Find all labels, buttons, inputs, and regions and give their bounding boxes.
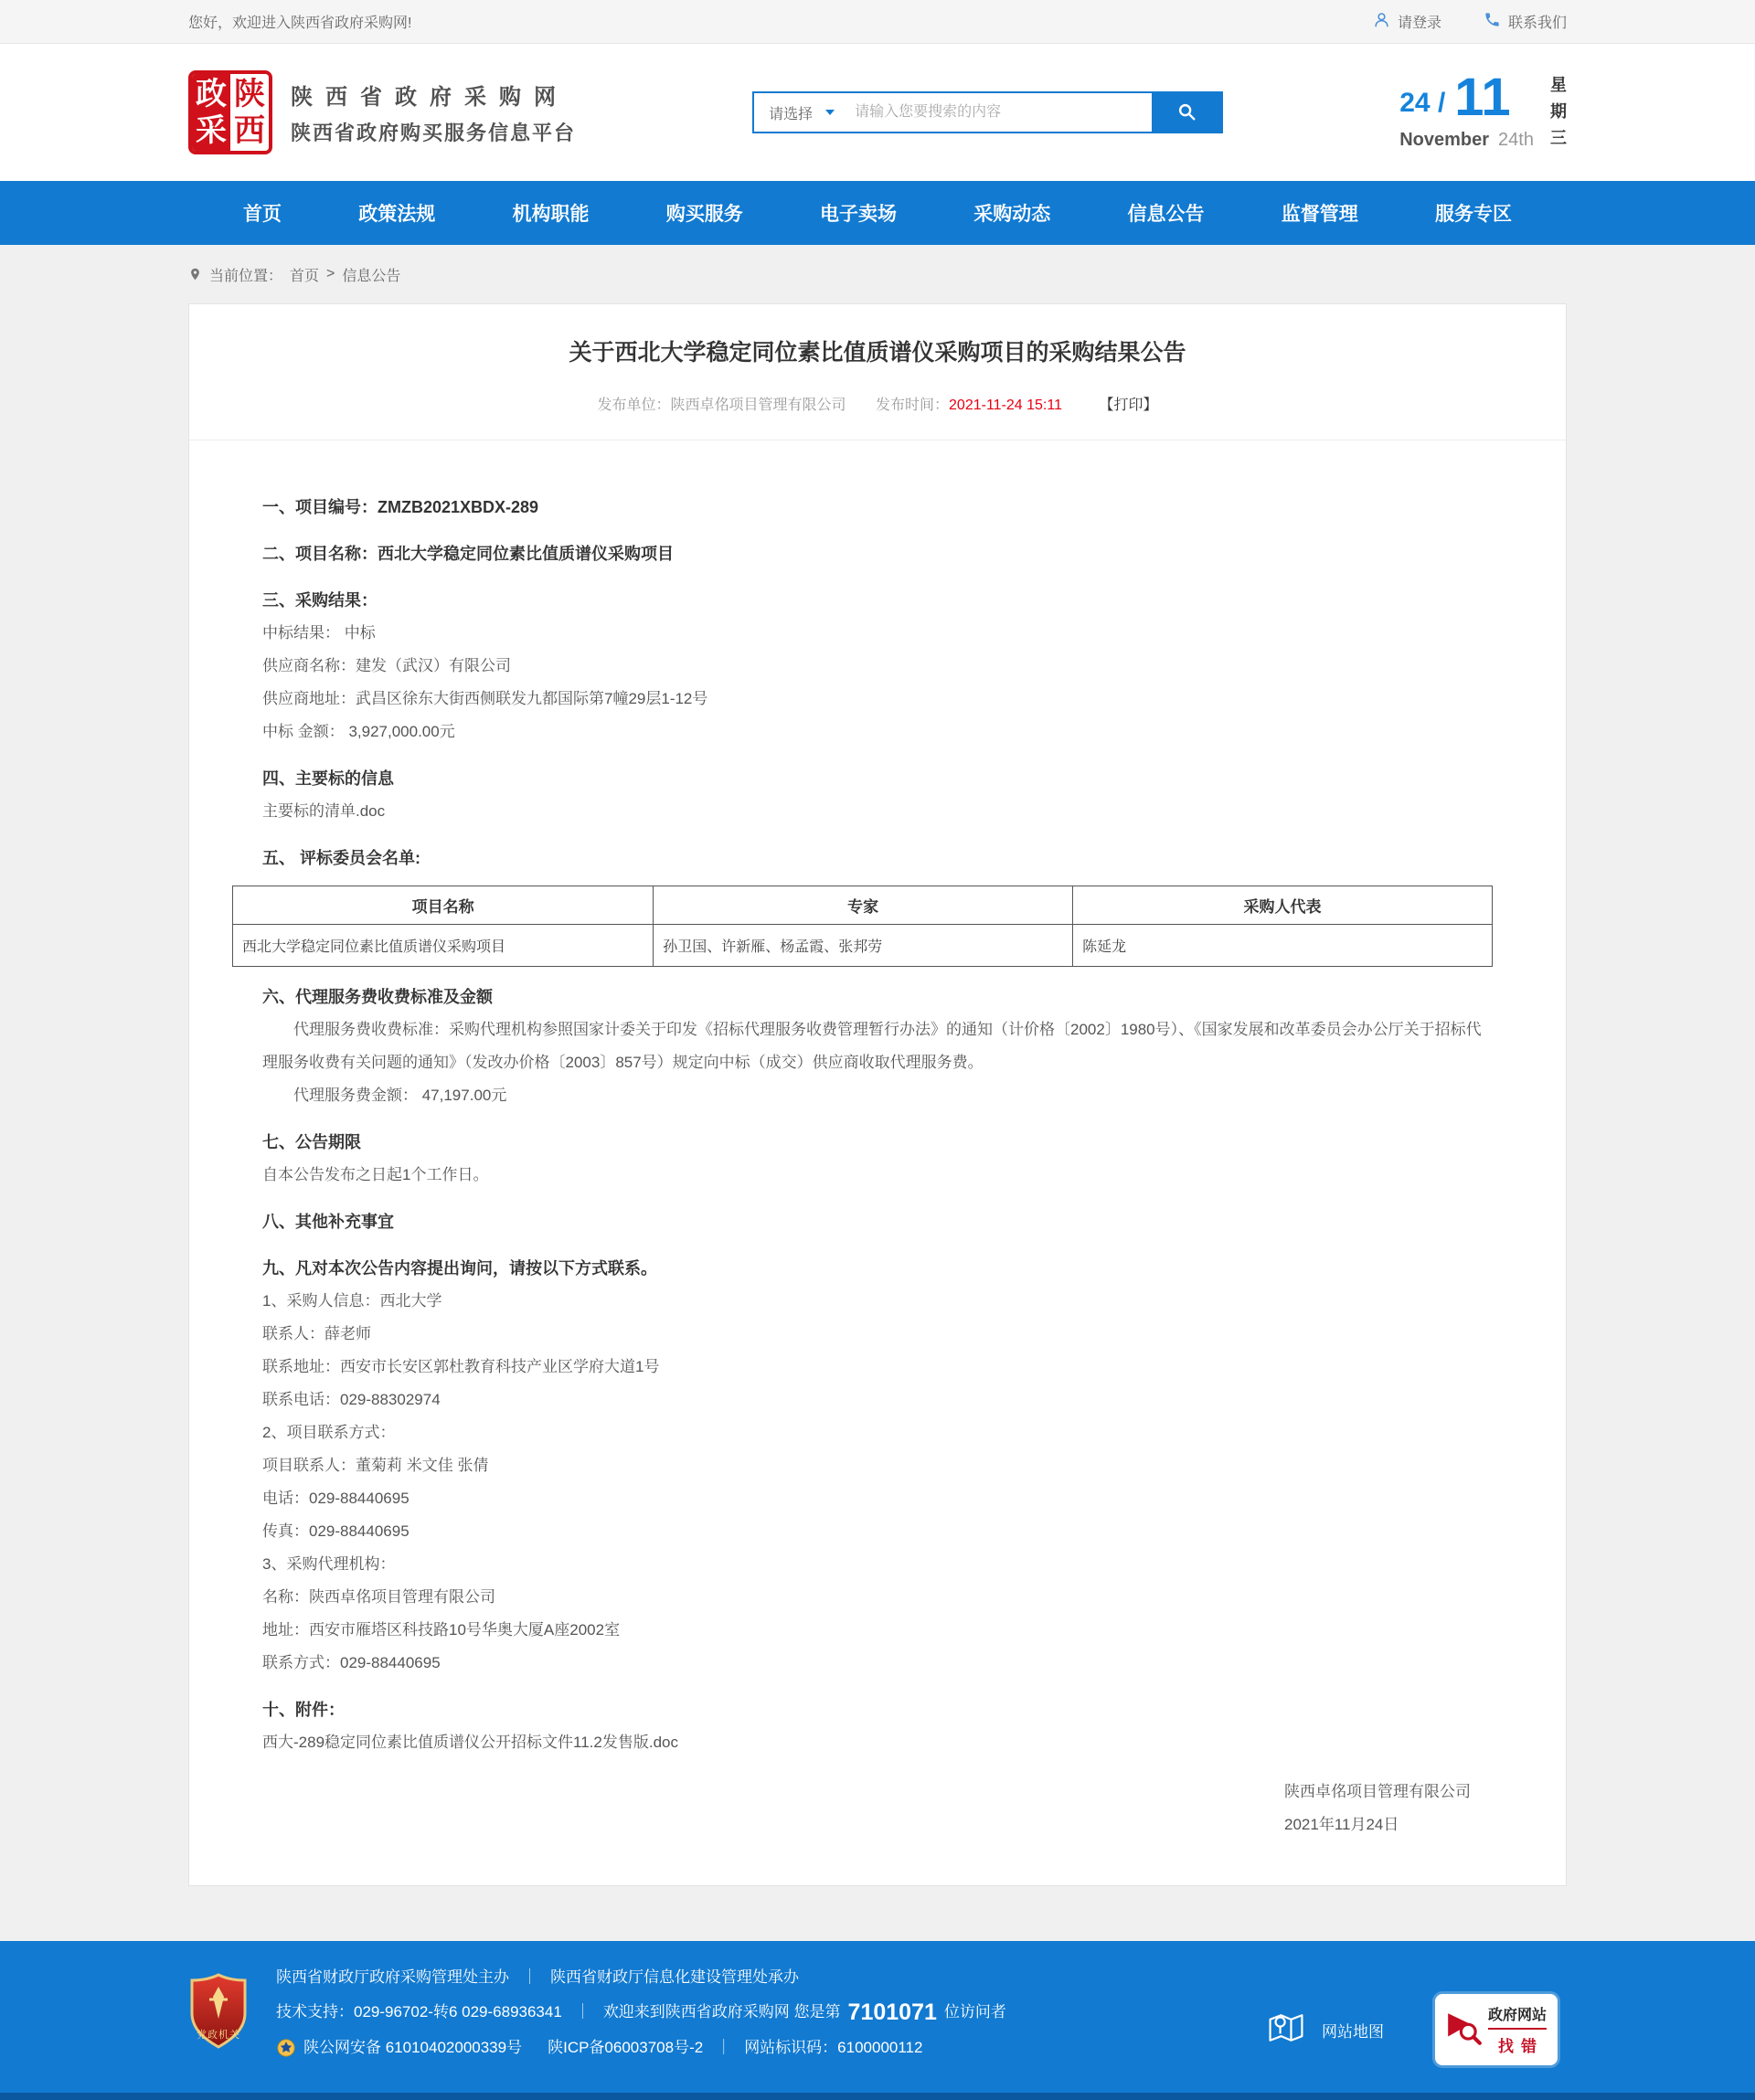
date-ordinal: 24th (1498, 129, 1534, 150)
committee-table (232, 886, 1493, 967)
party-government-badge-icon (188, 1972, 249, 2055)
section-committee-heading: 五、 评标委员会名单: (262, 849, 420, 867)
col-project-name: 项目名称 (233, 886, 654, 925)
publisher-name: 陕西卓佲项目管理有限公司 (670, 398, 846, 413)
seal-char: 陕 (234, 77, 265, 111)
cell-project-name: 西北大学稳定同位素比值质谱仪采购项目 (233, 925, 654, 967)
header (0, 44, 1755, 181)
police-badge-icon (276, 2038, 296, 2058)
nav-item-purchase-service[interactable]: 购买服务 (665, 204, 743, 225)
cell-experts: 孙卫国、许新雁、杨孟霞、张邦劳 (654, 925, 1073, 967)
publish-time: 2021-11-24 15:11 (949, 398, 1062, 413)
announcement-period-text: 自本公告发布之日起1个工作日。 (262, 1166, 489, 1183)
sitemap-link[interactable] (1263, 2008, 1384, 2052)
result-line: 供应商地址：武昌区徐东大街西侧联发九都国际第7幢29层1-12号 (262, 690, 708, 707)
contact-line: 电话：029-88440695 (262, 1490, 410, 1507)
phone-icon (1484, 11, 1501, 33)
page-title: 关于西北大学稳定同位素比值质谱仪采购项目的采购结果公告 (569, 340, 1186, 366)
breadcrumb-separator: > (326, 266, 335, 281)
footer-bottom-strip (0, 2093, 1755, 2100)
nav-item-emall[interactable]: 电子卖场 (820, 204, 897, 225)
search-icon (1176, 101, 1197, 124)
contact-line: 联系地址：西安市长安区郭杜教育科技产业区学府大道1号 (262, 1358, 660, 1375)
footer-line-support: 技术支持：029-96702-转6 029-68936341 ｜ 欢迎来到陕西省政府采购网 您是第 7101071 位访问者 (276, 1999, 1006, 2025)
col-purchaser-rep: 采购人代表 (1073, 886, 1493, 925)
publish-info (262, 393, 1493, 414)
section-agency-fee-heading: 六、代理服务费收费标准及金额 (262, 988, 493, 1006)
contact-line: 3、采购代理机构： (262, 1555, 396, 1573)
login-link[interactable] (1373, 11, 1441, 33)
contact-label: 联系我们 (1507, 16, 1567, 31)
seal-char: 政 (196, 77, 227, 111)
section-project-name: 二、项目名称：西北大学稳定同位素比值质谱仪采购项目 (262, 545, 674, 563)
contact-line: 2、项目联系方式： (262, 1424, 396, 1441)
print-button[interactable]: 【打印】 (1099, 398, 1158, 413)
section-project-number: 一、项目编号：ZMZB2021XBDX-289 (262, 498, 539, 516)
seal-char: 西 (234, 113, 265, 148)
contact-line: 联系方式：029-88440695 (262, 1654, 441, 1671)
topbar (0, 0, 1755, 44)
table-row (233, 925, 1493, 967)
date-day: 24 / (1399, 87, 1446, 118)
contact-line: 项目联系人：董菊莉 米文佳 张倩 (262, 1457, 489, 1474)
result-line: 供应商名称：建发（武汉）有限公司 (262, 657, 511, 674)
signature-company: 陕西卓佲项目管理有限公司 (1284, 1783, 1471, 1800)
sitemap-icon (1263, 2008, 1309, 2052)
col-experts: 专家 (654, 886, 1073, 925)
section-subject-info: 四、主要标的信息 (262, 769, 394, 788)
nav-item-policy[interactable]: 政策法规 (358, 204, 436, 225)
icp-record[interactable]: 陕ICP备06003708号-2 (548, 2039, 704, 2056)
public-security-record[interactable]: 陕公网安备 61010402000339号 (303, 2039, 523, 2056)
contact-link[interactable] (1484, 11, 1567, 33)
seal-char: 采 (196, 113, 227, 148)
nav-item-service-zone[interactable]: 服务专区 (1435, 204, 1512, 225)
section-contact-heading: 九、凡对本次公告内容提出询问，请按以下方式联系。 (262, 1259, 657, 1278)
section-result-heading: 三、采购结果： (262, 591, 378, 610)
breadcrumb (0, 245, 1755, 303)
announcement-card (188, 303, 1567, 1886)
nav-item-functions[interactable]: 机构职能 (512, 204, 590, 225)
agency-fee-standard: 代理服务费收费标准：采购代理机构参照国家计委关于印发《招标代理服务收费管理暂行办法》的通知（计价格〔2002〕1980号）、《国家发展和改革委员会办公厅关于招标代理服务收费有关问题的通知》（发改办价格〔2003〕857号）规定向中标（成交）供应商收取代理服务费。 (262, 1021, 1482, 1071)
section-announcement-period: 七、公告期限 (262, 1133, 361, 1151)
sitemap-label: 网站地图 (1322, 2022, 1384, 2041)
nav-item-home[interactable]: 首页 (243, 204, 282, 225)
svg-text:党政机关: 党政机关 (197, 2030, 240, 2041)
nav-item-supervision[interactable]: 监督管理 (1281, 204, 1358, 225)
welcome-text: 您好，欢迎进入陕西省政府采购网! (188, 16, 412, 31)
site-identification-code: 网站标识码：6100000112 (744, 2039, 923, 2056)
contact-line: 联系人：薛老师 (262, 1325, 371, 1342)
contact-line: 1、采购人信息：西北大学 (262, 1292, 442, 1310)
site-subtitle: 陕西省政府购买服务信息平台 (291, 122, 577, 144)
contact-line: 联系电话：029-88302974 (262, 1391, 441, 1408)
date-month-name: November (1399, 129, 1490, 150)
announcement-body (189, 440, 1566, 1841)
search-button[interactable] (1152, 93, 1221, 132)
section-other-matters: 八、其他补充事宜 (262, 1213, 394, 1231)
site-logo[interactable] (188, 70, 576, 154)
contact-line: 名称：陕西卓佲项目管理有限公司 (262, 1588, 495, 1606)
cell-purchaser-rep: 陈延龙 (1073, 925, 1493, 967)
publish-time-label: 发布时间： (876, 398, 950, 413)
nav-item-procurement-news[interactable]: 采购动态 (973, 204, 1051, 225)
footer-line-registration: 陕公网安备 61010402000339号 陕ICP备06003708号-2 ｜ 网站标识码：6100000112 (276, 2038, 1006, 2058)
contact-line: 地址：西安市雁塔区科技路10号华奥大厦A座2002室 (262, 1621, 621, 1639)
find-error-label: 找错 (1498, 2038, 1544, 2055)
location-pin-icon (188, 266, 202, 282)
attachment-link[interactable]: 主要标的清单.doc (262, 802, 386, 820)
find-error-badge[interactable] (1435, 1994, 1558, 2065)
date-weekday: 星 期 三 (1549, 76, 1567, 147)
table-header-row (233, 886, 1493, 925)
breadcrumb-current[interactable]: 信息公告 (342, 268, 401, 284)
footer (0, 1941, 1755, 2093)
find-error-icon (1444, 2009, 1483, 2052)
attachment-link[interactable]: 西大-289稳定同位素比值质谱仪公开招标文件11.2发售版.doc (262, 1734, 678, 1751)
signature-block (1284, 1776, 1471, 1841)
result-line: 中标 金额： 3,927,000.00元 (262, 723, 455, 740)
login-label: 请登录 (1397, 16, 1441, 31)
search-input[interactable] (849, 93, 1152, 132)
logo-seal-icon (188, 70, 272, 154)
main-nav (0, 181, 1755, 245)
breadcrumb-home[interactable]: 首页 (290, 268, 320, 284)
publisher-label: 发布单位： (597, 398, 671, 413)
search-category-value: 请选择 (769, 106, 814, 122)
contact-line: 传真：029-88440695 (262, 1522, 410, 1540)
result-line: 中标结果： 中标 (262, 624, 376, 642)
visitor-counter: 7101071 (847, 1999, 937, 2025)
agency-fee-amount: 代理服务费金额： 47,197.00元 (293, 1087, 507, 1104)
find-error-title: 政府网站 (1488, 2003, 1547, 2030)
search-bar (752, 91, 1223, 133)
chevron-down-icon (825, 110, 835, 115)
search-category-select[interactable] (754, 93, 849, 132)
section-attachments-heading: 十、附件： (262, 1701, 345, 1719)
date-widget (1399, 68, 1567, 150)
nav-item-announcements[interactable]: 信息公告 (1127, 204, 1205, 225)
breadcrumb-label: 当前位置： (209, 268, 283, 284)
footer-line-organizers: 陕西省财政厅政府采购管理处主办 ｜ 陕西省财政厅信息化建设管理处承办 (276, 1968, 799, 1986)
site-title: 陕西省政府采购网 (291, 85, 569, 110)
signature-date: 2021年11月24日 (1284, 1816, 1399, 1833)
date-month: 11 (1454, 68, 1511, 128)
user-icon (1373, 11, 1390, 33)
